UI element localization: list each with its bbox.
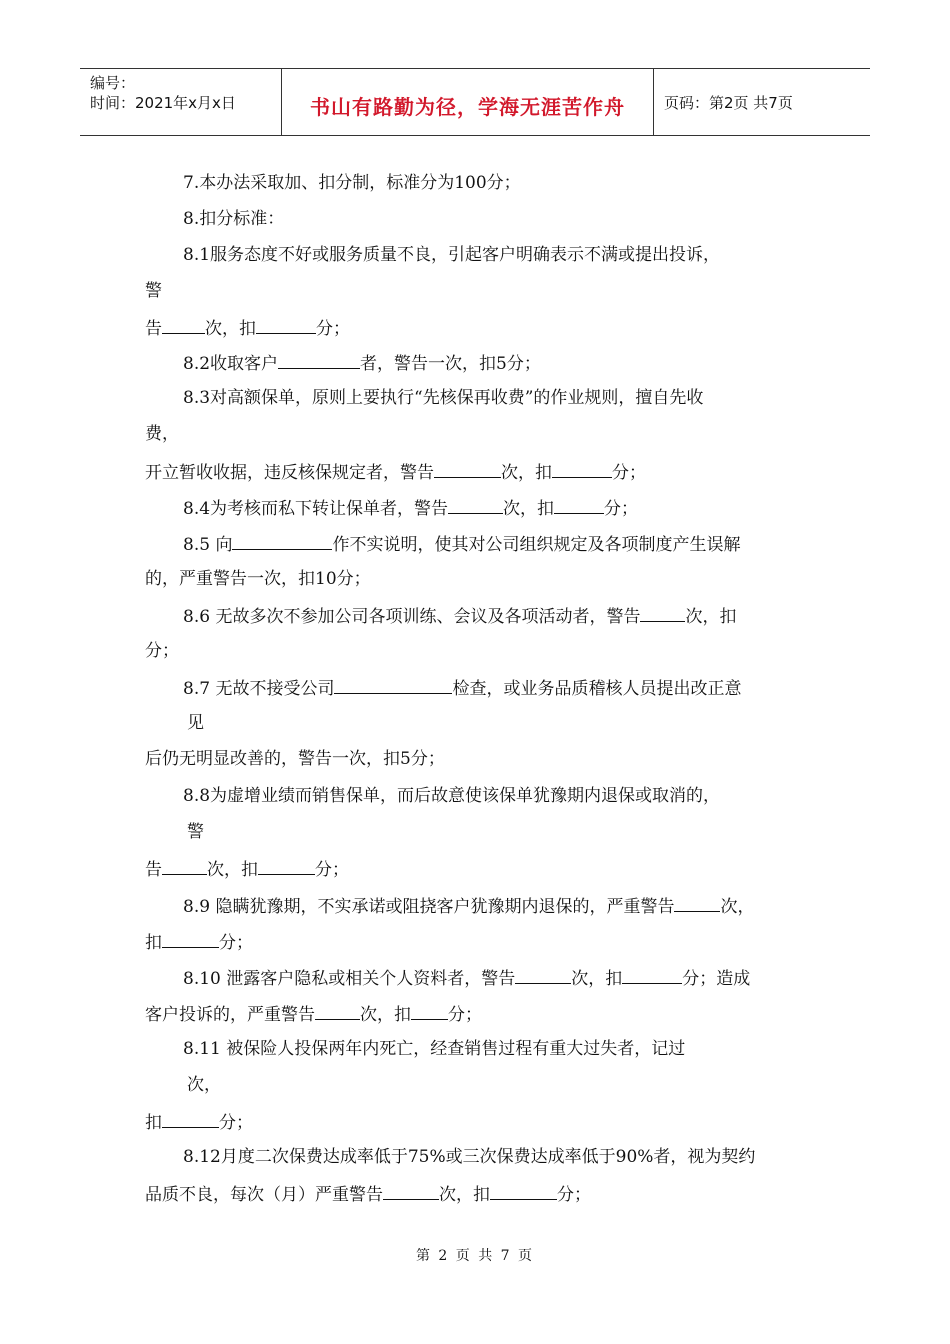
text-line <box>145 316 350 340</box>
motto: 书山有路勤为径，学海无涯苦作舟 <box>310 94 625 119</box>
header-motto-cell <box>282 69 654 135</box>
fill-blank[interactable] <box>162 1110 219 1128</box>
fill-blank[interactable] <box>278 351 360 369</box>
fill-blank[interactable] <box>162 857 207 875</box>
text-line <box>183 604 736 628</box>
page-info: 页码：第2页 共7页 <box>664 93 793 112</box>
text: 警 <box>145 281 162 301</box>
text: 8.2收取客户 <box>183 354 279 374</box>
text-line <box>183 208 284 230</box>
text: 8.10 泄露客户隐私或相关个人资料者，警告 <box>183 969 516 989</box>
text: 次，扣 <box>503 499 555 519</box>
text-line <box>145 1002 482 1026</box>
fill-blank[interactable] <box>448 496 503 514</box>
text-line <box>145 423 179 445</box>
text: 扣 <box>145 933 162 953</box>
text: 次，扣 <box>685 607 737 627</box>
text-line <box>183 351 541 375</box>
text: 8.6 无故多次不参加公司各项训练、会议及各项活动者，警告 <box>183 607 641 627</box>
fill-blank[interactable] <box>232 532 332 550</box>
text: 警 <box>187 822 204 842</box>
fill-blank[interactable] <box>411 1002 448 1020</box>
document-header <box>80 68 870 136</box>
fill-blank[interactable] <box>334 676 452 694</box>
text: 分； <box>219 933 253 953</box>
text-line <box>187 1074 221 1096</box>
text-line <box>183 244 720 266</box>
text: 8.4为考核而私下转让保单者，警告 <box>183 499 449 519</box>
text-line <box>145 280 162 302</box>
text-line <box>183 894 754 918</box>
text-line <box>145 460 646 484</box>
text: 8.3对高额保单，原则上要执行“先核保再收费”的作业规则，擅自先收 <box>183 388 704 408</box>
fill-blank[interactable] <box>162 930 219 948</box>
text: 分； <box>604 499 639 519</box>
text: 分； <box>219 1113 253 1133</box>
text-line <box>183 532 740 556</box>
text-line <box>145 748 445 770</box>
header-meta <box>80 69 282 135</box>
text: 分； <box>316 319 350 339</box>
text: 的，严重警告一次，扣10分； <box>145 569 371 589</box>
text: 分； <box>612 463 646 483</box>
page-footer: 第 2 页 共 7 页 <box>415 1248 535 1264</box>
text: 次，扣 <box>360 1005 411 1025</box>
text: 8.5 向 <box>183 535 233 555</box>
fill-blank[interactable] <box>256 316 316 334</box>
text-line <box>145 1110 253 1134</box>
text-line <box>145 1182 591 1206</box>
fill-blank[interactable] <box>258 857 315 875</box>
text: 分； <box>145 641 179 661</box>
text: 8.8为虚增业绩而销售保单，而后故意使该保单犹豫期内退保或取消的， <box>183 786 721 806</box>
text: 次，扣 <box>501 463 552 483</box>
text: 告 <box>145 319 162 339</box>
number-label: 编号： <box>90 74 136 92</box>
fill-blank[interactable] <box>490 1182 557 1200</box>
text: 作不实说明，使其对公司组织规定及各项制度产生误解 <box>332 535 741 555</box>
text: 8.12月度二次保费达成率低于75%或三次保费达成率低于90%者，视为契约 <box>183 1147 756 1167</box>
text-line <box>183 966 750 990</box>
fill-blank[interactable] <box>674 894 720 912</box>
text: 品质不良，每次（月）严重警告 <box>145 1185 383 1205</box>
text: 次， <box>720 897 755 917</box>
text: 扣 <box>145 1113 162 1133</box>
text: 8.7 无故不接受公司 <box>183 679 335 699</box>
text-line <box>183 785 720 807</box>
text: 次，扣 <box>207 860 258 880</box>
text-line <box>187 821 204 843</box>
fill-blank[interactable] <box>434 460 501 478</box>
fill-blank[interactable] <box>554 496 604 514</box>
text-line <box>145 640 179 662</box>
text-line <box>183 1038 685 1060</box>
text: 次，扣 <box>571 969 623 989</box>
text-line <box>187 712 204 734</box>
text-line <box>183 676 741 700</box>
text-line <box>183 496 638 520</box>
text: 分； <box>557 1185 591 1205</box>
text-line <box>145 930 253 954</box>
fill-blank[interactable] <box>515 966 571 984</box>
text: 分； <box>315 860 349 880</box>
text: 次， <box>187 1075 221 1095</box>
text: 者，警告一次，扣5分； <box>360 354 541 374</box>
text-line <box>183 172 521 194</box>
text: 费， <box>145 424 179 444</box>
fill-blank[interactable] <box>552 460 612 478</box>
text: 开立暂收收据，违反核保规定者，警告 <box>145 463 434 483</box>
text: 8.扣分标准： <box>183 209 285 229</box>
text: 分；造成 <box>682 969 751 989</box>
text: 检查，或业务品质稽核人员提出改正意 <box>452 679 742 699</box>
text: 分； <box>448 1005 482 1025</box>
text: 8.11 被保险人投保两年内死亡，经查销售过程有重大过失者，记过 <box>183 1039 686 1059</box>
text: 见 <box>187 713 204 733</box>
text: 告 <box>145 860 162 880</box>
fill-blank[interactable] <box>622 966 682 984</box>
text-line <box>145 857 349 881</box>
fill-blank[interactable] <box>640 604 685 622</box>
text: 8.1服务态度不好或服务质量不良，引起客户明确表示不满或提出投诉， <box>183 245 721 265</box>
fill-blank[interactable] <box>383 1182 439 1200</box>
text-line <box>145 568 371 590</box>
text: 次，扣 <box>205 319 256 339</box>
fill-blank[interactable] <box>162 316 205 334</box>
text: 次，扣 <box>439 1185 490 1205</box>
time-label: 时间：2021年x月x日 <box>90 94 236 112</box>
text: 8.9 隐瞒犹豫期，不实承诺或阻挠客户犹豫期内退保的，严重警告 <box>183 897 675 917</box>
header-page-info <box>654 69 870 135</box>
text-line <box>183 387 703 409</box>
fill-blank[interactable] <box>315 1002 360 1020</box>
text-line <box>183 1146 755 1168</box>
text: 7.本办法采取加、扣分制，标准分为100分； <box>183 173 521 193</box>
text: 客户投诉的，严重警告 <box>145 1005 315 1025</box>
text: 后仍无明显改善的，警告一次，扣5分； <box>145 749 445 769</box>
